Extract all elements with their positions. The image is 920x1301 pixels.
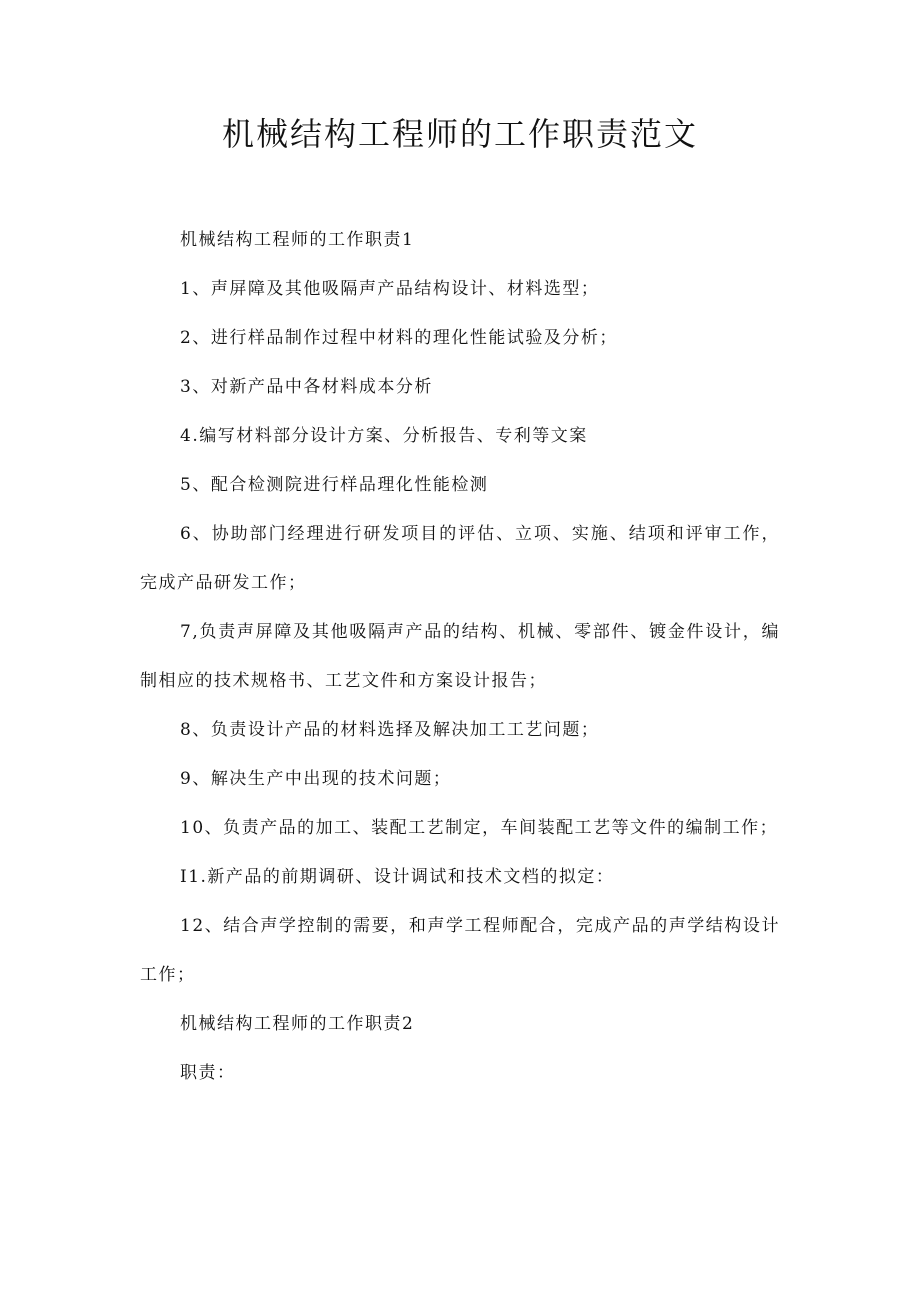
- duty-item-4: 4.编写材料部分设计方案、分析报告、专利等文案: [180, 426, 588, 446]
- duty-item-1: 1、声屏障及其他吸隔声产品结构设计、材料选型；: [180, 279, 600, 299]
- duty-item-2: 2、进行样品制作过程中材料的理化性能试验及分析；: [180, 328, 618, 348]
- duty-item-3: 3、对新产品中各材料成本分析: [180, 377, 433, 397]
- duty-item-7: 7,负责声屏障及其他吸隔声产品的结构、机械、零部件、镀金件设计，编制相应的技术规格书、工艺文件和方案设计报告；: [140, 622, 780, 691]
- document-body: [140, 216, 780, 1098]
- responsibilities-label: 职责：: [180, 1063, 236, 1083]
- duty-item-6: 6、协助部门经理进行研发项目的评估、立项、实施、结项和评审工作，完成产品研发工作；: [140, 524, 780, 593]
- document-title: 机械结构工程师的工作职责范文: [221, 115, 698, 153]
- duty-item-11: I1.新产品的前期调研、设计调试和技术文档的拟定：: [180, 867, 615, 887]
- duty-item-9: 9、解决生产中出现的技术问题；: [180, 769, 452, 789]
- section-heading-2: 机械结构工程师的工作职责2: [180, 1014, 415, 1034]
- section-heading-1: 机械结构工程师的工作职责1: [180, 230, 415, 250]
- duty-item-5: 5、配合检测院进行样品理化性能检测: [180, 475, 489, 495]
- duty-item-10: 10、负责产品的加工、装配工艺制定，车间装配工艺等文件的编制工作；: [180, 818, 779, 838]
- duty-item-8: 8、负责设计产品的材料选择及解决加工工艺问题；: [180, 720, 600, 740]
- duty-item-12: 12、结合声学控制的需要，和声学工程师配合，完成产品的声学结构设计工作；: [140, 916, 780, 985]
